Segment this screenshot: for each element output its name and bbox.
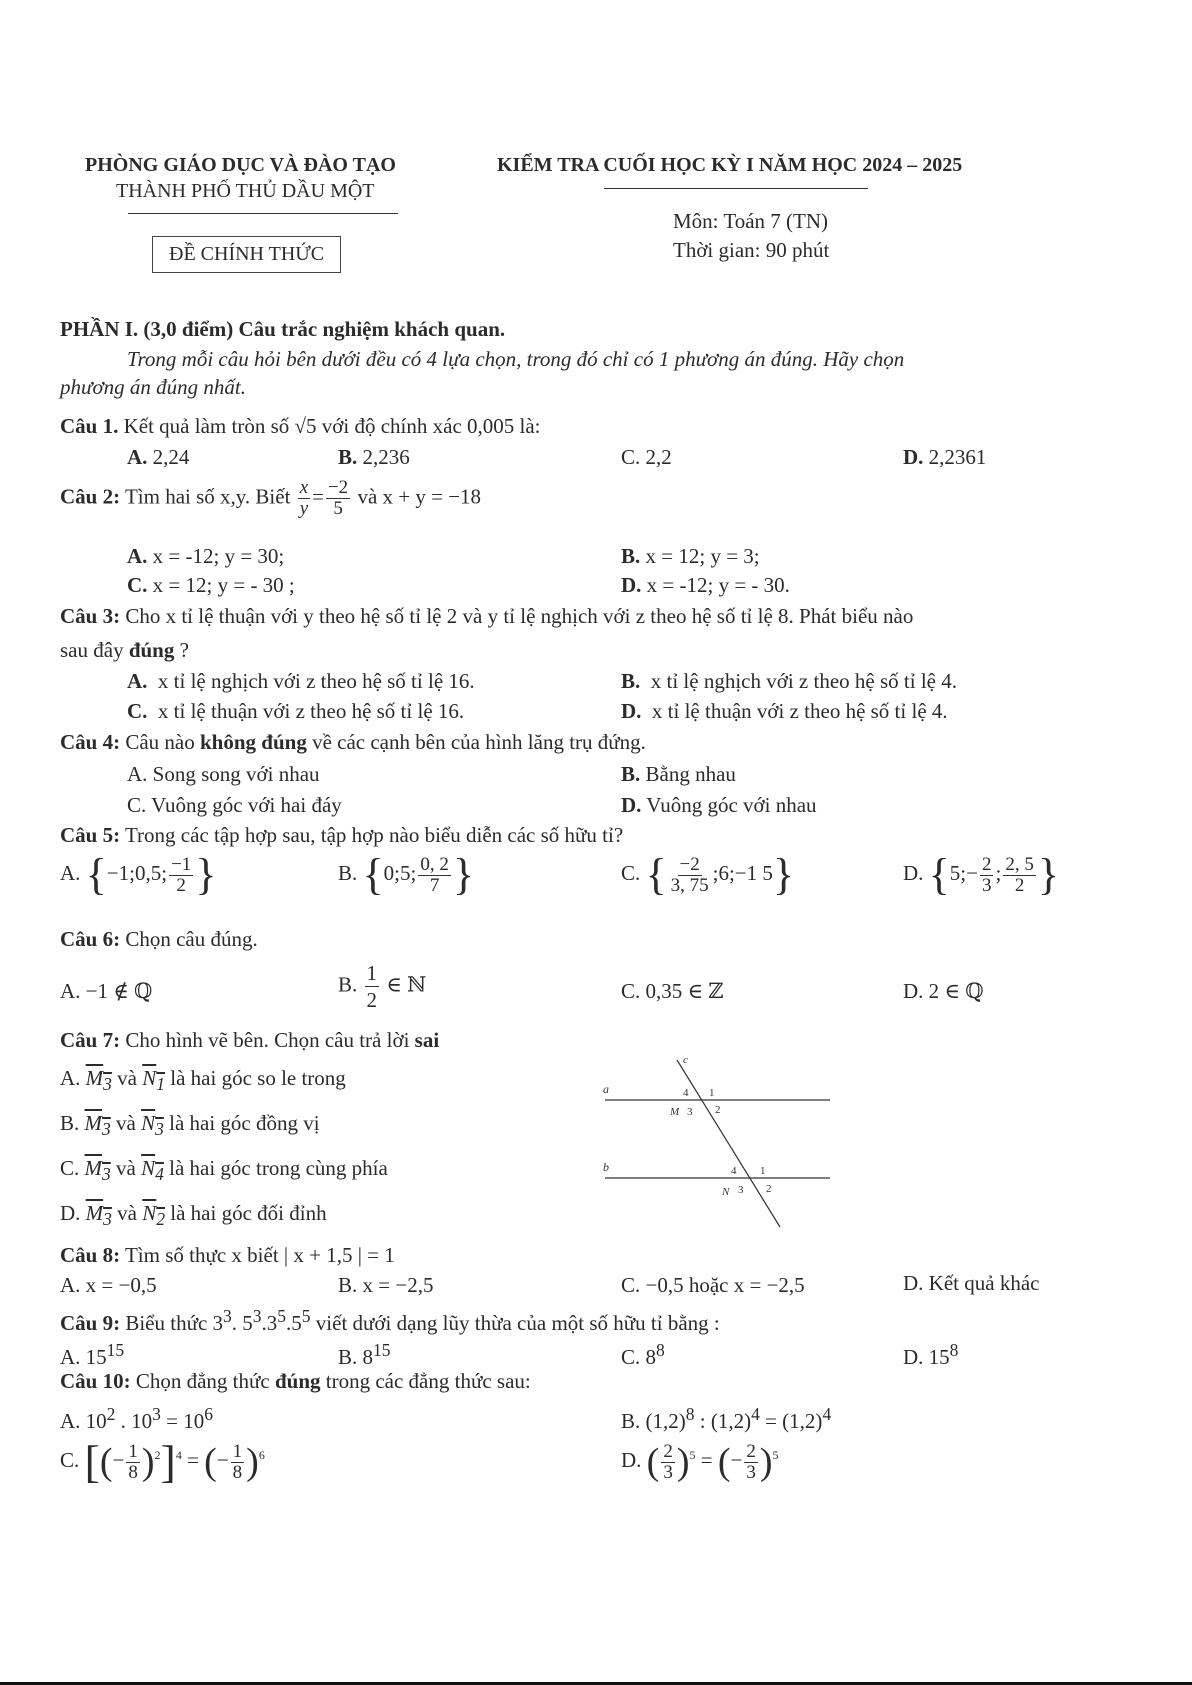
- q4-option-c: C. Vuông góc với hai đáy: [127, 793, 342, 817]
- q8-option-d: D. Kết quả khác: [903, 1271, 1040, 1295]
- q8-option-c: C. −0,5 hoặc x = −2,5: [621, 1273, 805, 1297]
- q2-fraction-xy: $\frac{x}{y}$: [299, 477, 309, 519]
- q2-rest: và x + y = −18: [357, 484, 482, 509]
- question-4: Câu 4: Câu nào không đúng về các cạnh bên của hình lăng trụ đứng.: [60, 730, 646, 754]
- q2-label: Câu 2:: [60, 484, 121, 509]
- q6-option-a: A. −1 ∉ ℚ: [60, 979, 153, 1003]
- part1-title-rest: Câu trắc nghiệm khách quan.: [238, 317, 506, 341]
- q3-option-a: A. x tỉ lệ nghịch với z theo hệ số tỉ lệ 16.: [127, 669, 475, 693]
- q1-option-b: B. 2,236: [338, 445, 410, 469]
- q1-label: Câu 1.: [60, 414, 119, 438]
- label-a: a: [603, 1082, 609, 1096]
- q2-fraction-ratio: $\frac{-2}{5}$: [327, 477, 349, 519]
- exam-time: Thời gian: 90 phút: [673, 238, 830, 262]
- q2-option-b: B. x = 12; y = 3;: [621, 544, 760, 568]
- q4-option-d: D. Vuông góc với nhau: [621, 793, 817, 817]
- q6-option-d: D. 2 ∈ ℚ: [903, 979, 984, 1003]
- q10-option-c: C. [(− $\frac{1}{8}$ )$^2$]$^4$ = (− $\frac{1}{8}$ )$^6$: [60, 1436, 265, 1487]
- q9-option-c: C. $8^8$: [621, 1340, 665, 1369]
- svg-text:2: 2: [766, 1183, 772, 1195]
- part1-title: PHẦN I. (3,0 điểm): [60, 317, 234, 341]
- q1-text-b: với độ chính xác 0,005 là:: [321, 414, 541, 438]
- q6-option-c: C. 0,35 ∈ ℤ: [621, 979, 724, 1003]
- q10-option-d: D. ( $\frac{2}{3}$ )$^5$ = (− $\frac{2}{3}$ )$^5$: [621, 1440, 779, 1483]
- exam-title: KIỂM TRA CUỐI HỌC KỲ I NĂM HỌC 2024 – 2025: [497, 154, 963, 176]
- q5-option-d: D. {5;− $\frac{2}{3}$ ; $\frac{2, 5}{2}$ }: [903, 850, 1059, 899]
- q1-option-c: C. 2,2: [621, 445, 672, 469]
- header-left-underline: [128, 213, 398, 214]
- q5-option-a: A. {−1;0,5; $\frac{-1}{2}$ }: [60, 850, 217, 899]
- svg-text:4: 4: [731, 1165, 737, 1177]
- part1-heading: [60, 316, 505, 342]
- svg-text:3: 3: [687, 1106, 693, 1118]
- q9-option-d: D. $15^8$: [903, 1340, 959, 1369]
- q3-option-d: D. x tỉ lệ thuận với z theo hệ số tỉ lệ 4.: [621, 699, 948, 723]
- question-6: Câu 6: Chọn câu đúng.: [60, 927, 258, 951]
- q2-text: Tìm hai số x,y. Biết: [124, 484, 291, 509]
- q2-option-c: C. x = 12; y = - 30 ;: [127, 573, 295, 597]
- q4-option-b: B. Bằng nhau: [621, 762, 736, 786]
- official-badge: ĐỀ CHÍNH THỨC: [152, 236, 341, 273]
- question-10: Câu 10: Chọn đẳng thức đúng trong các đẳng thức sau:: [60, 1369, 531, 1393]
- q1-option-a: A. 2,24: [127, 445, 190, 469]
- q7-figure: [595, 1055, 835, 1230]
- svg-text:2: 2: [715, 1104, 721, 1116]
- q2-option-d: D. x = -12; y = - 30.: [621, 573, 790, 597]
- q9-option-a: A. $15^{15}$: [60, 1340, 125, 1369]
- q4-option-a: A. Song song với nhau: [127, 762, 320, 786]
- question-5: Câu 5: Trong các tập hợp sau, tập hợp nào biểu diễn các số hữu tỉ?: [60, 823, 624, 847]
- q5-option-c: C. { $\frac{-2}{3, 75}$ ;6;−1 5}: [621, 850, 795, 899]
- label-M: M: [670, 1106, 680, 1118]
- header-left-line1: PHÒNG GIÁO DỤC VÀ ĐÀO TẠO: [85, 154, 396, 176]
- exam-subject: Môn: Toán 7 (TN): [673, 209, 829, 233]
- q8-option-a: A. x = −0,5: [60, 1273, 157, 1297]
- question-7: Câu 7: Cho hình vẽ bên. Chọn câu trả lời sai: [60, 1028, 440, 1052]
- q7-option-b: B. $M_3$ và $N_3$ là hai góc đồng vị: [60, 1111, 320, 1140]
- q7-option-a: A. $M_3$ và $N_1$ là hai góc so le trong: [60, 1066, 346, 1095]
- q3-option-c: C. x tỉ lệ thuận với z theo hệ số tỉ lệ 16.: [127, 699, 465, 723]
- part1-instruction-1: Trong mỗi câu hỏi bên dưới đều có 4 lựa chọn, trong đó chỉ có 1 phương án đúng. Hãy chọn: [127, 347, 905, 371]
- q7-option-c: C. $M_3$ và $N_4$ là hai góc trong cùng phía: [60, 1156, 388, 1185]
- line-c: [677, 1060, 780, 1227]
- q10-option-b: B. $(1,2)^8$ : $(1,2)^4 = (1,2)^4$: [621, 1404, 832, 1433]
- q6-option-b: B. $\frac{1}{2}$ ∈ ℕ: [338, 961, 427, 1012]
- q5-option-b: B. {0;5; $\frac{0, 2}{7}$ }: [338, 850, 474, 899]
- question-8: Câu 8: Tìm số thực x biết | x + 1,5 | = 1: [60, 1243, 395, 1267]
- question-9: Câu 9: Biểu thức $3^3$. $5^3.3^5.5^5$ viết dưới dạng lũy thừa của một số hữu tỉ bằng :: [60, 1306, 720, 1335]
- q1-sqrt: √5: [294, 414, 317, 438]
- svg-text:3: 3: [738, 1184, 744, 1196]
- question-1: [60, 413, 541, 439]
- label-N: N: [722, 1186, 730, 1198]
- q2-option-a: A. x = -12; y = 30;: [127, 544, 285, 568]
- svg-text:4: 4: [683, 1087, 689, 1099]
- q10-option-a: A. $10^2$ . $10^3 = 10^6$: [60, 1404, 214, 1433]
- q7-option-d: D. $M_3$ và $N_2$ là hai góc đối đỉnh: [60, 1201, 327, 1230]
- q1-option-d: D. 2,2361: [903, 445, 987, 469]
- q9-option-b: B. $8^{15}$: [338, 1340, 391, 1369]
- question-3-line1: Câu 3: Cho x tỉ lệ thuận với y theo hệ số tỉ lệ 2 và y tỉ lệ nghịch với z theo hệ số tỉ lệ 8. Phát biểu nào: [60, 604, 914, 628]
- svg-text:1: 1: [709, 1087, 715, 1099]
- q8-option-b: B. x = −2,5: [338, 1273, 434, 1297]
- q3-option-b: B. x tỉ lệ nghịch với z theo hệ số tỉ lệ 4.: [621, 669, 957, 693]
- label-c: c: [683, 1055, 688, 1066]
- part1-instruction-2: phương án đúng nhất.: [60, 375, 246, 399]
- q1-text-a: Kết quả làm tròn số: [123, 414, 290, 438]
- svg-text:1: 1: [760, 1165, 766, 1177]
- label-b: b: [603, 1160, 609, 1174]
- exam-title-underline: [604, 188, 868, 189]
- header-left-line2: THÀNH PHỐ THỦ DẦU MỘT: [116, 180, 375, 202]
- question-3-line2: sau đây đúng ?: [60, 638, 189, 662]
- question-2: Câu 2: Tìm hai số x,y. Biết $\frac{x}{y}$ = $\frac{-2}{5}$ và x + y = −18: [60, 477, 482, 519]
